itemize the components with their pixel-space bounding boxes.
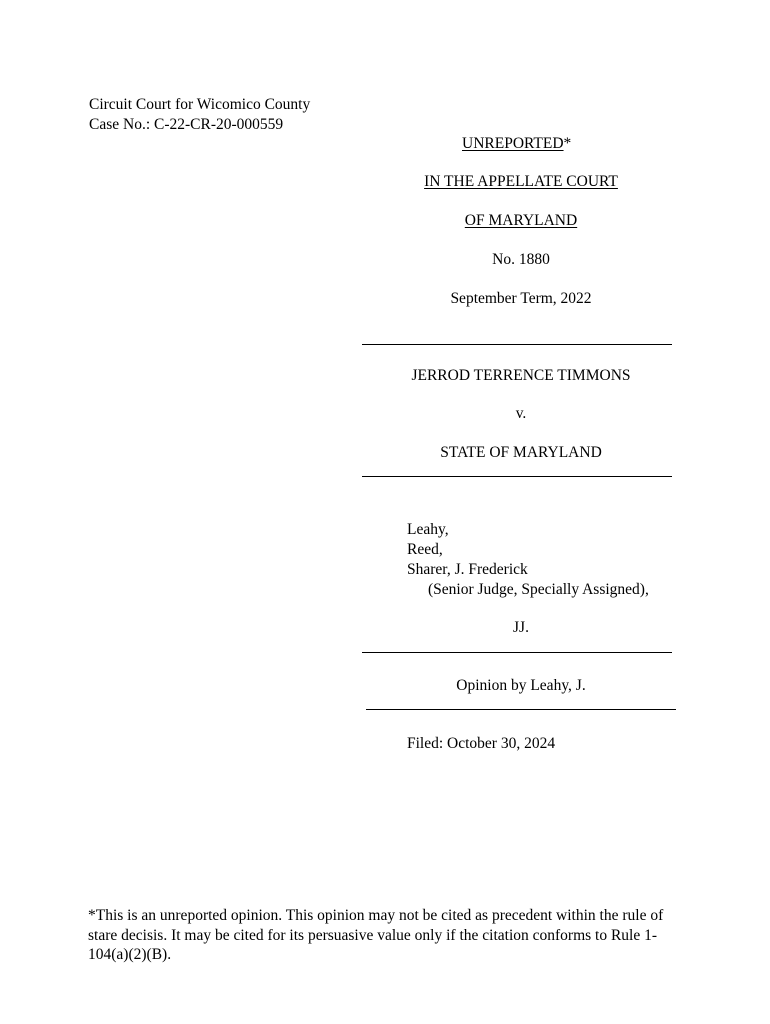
judge-leahy: Leahy, <box>407 521 449 538</box>
judge-sharer-note: (Senior Judge, Specially Assigned), <box>428 581 649 598</box>
divider-1 <box>362 344 672 345</box>
divider-2 <box>362 476 672 477</box>
case-number: Case No.: C-22-CR-20-000559 <box>89 116 284 133</box>
court-name-line2: OF MARYLAND <box>464 212 578 229</box>
judge-sharer: Sharer, J. Frederick <box>407 561 528 578</box>
divider-3 <box>362 652 672 653</box>
unreported-text: UNREPORTED <box>462 135 564 152</box>
footnote: *This is an unreported opinion. This opinion may not be cited as precedent within the rule of stare decisis. It may be cited for its persuasive value only if the citation conforms to Rule 1-104(a)(2)(B). <box>88 907 664 964</box>
court-name-line1: IN THE APPELLATE COURT <box>424 173 618 190</box>
unreported-label <box>462 134 571 153</box>
circuit-court-name: Circuit Court for Wicomico County <box>89 96 311 113</box>
unreported-asterisk: * <box>563 135 572 152</box>
judges-suffix: JJ. <box>513 619 529 636</box>
appellee-name: STATE OF MARYLAND <box>440 444 602 461</box>
docket-number: No. 1880 <box>492 251 550 268</box>
versus: v. <box>515 405 527 422</box>
term: September Term, 2022 <box>450 290 592 307</box>
appellant-name: JERROD TERRENCE TIMMONS <box>411 367 631 384</box>
filed-date: Filed: October 30, 2024 <box>407 735 556 752</box>
divider-4 <box>366 709 676 710</box>
judge-reed: Reed, <box>407 541 443 558</box>
opinion-author: Opinion by Leahy, J. <box>456 677 586 694</box>
